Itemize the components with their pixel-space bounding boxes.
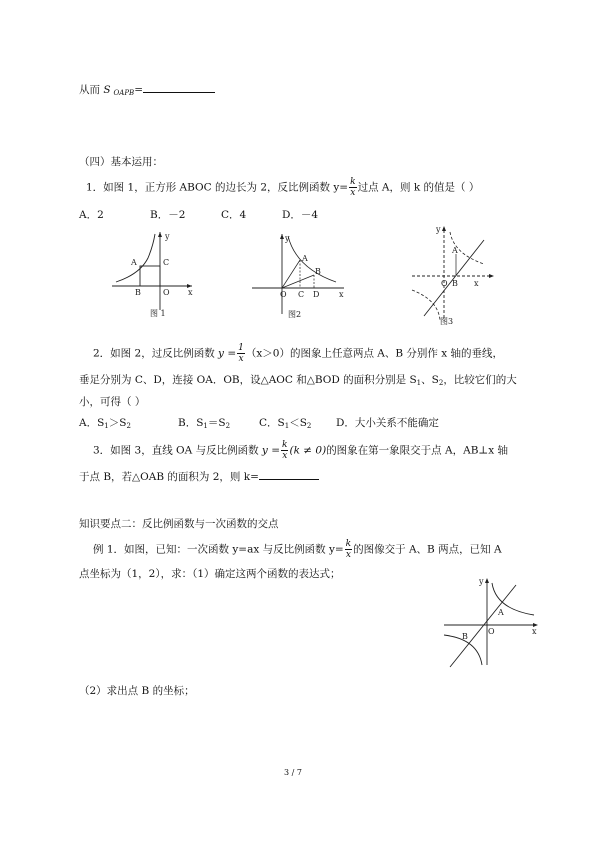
fig1-label-x: x [188, 288, 193, 297]
fig2-label-y: y [285, 234, 290, 243]
fig2-label-x: x [339, 290, 344, 299]
q2-option-b [178, 416, 259, 433]
kp2-ex-b: 的图像交于 A、B 两点，已知 A [353, 543, 502, 556]
q2-line2-a: 垂足分别为 C、D，连接 OA．OB，设△AOC 和△BOD 的面积分别是 S [79, 374, 417, 386]
q2-fraction [237, 343, 245, 364]
q2-opt-b-s2: 2 [225, 422, 231, 430]
fig2-label-c: C [298, 290, 305, 299]
kp2-fraction [345, 539, 352, 560]
fig2-label-d: D [313, 290, 320, 299]
kp2-line2: 点坐标为（1，2），求：（1）确定这两个函数的表达式； [79, 568, 341, 580]
q2-opt-c-op: ＜S [289, 417, 307, 429]
kp2-part2: （2）求出点 B 的坐标； [79, 685, 195, 697]
q3-condition: (k ≠ 0) [289, 444, 327, 457]
page-number: 3 / 7 [284, 768, 302, 777]
fig1-label-y: y [165, 232, 170, 241]
q2-opt-a-op: ＞S [108, 417, 127, 429]
q1-option-a: A．2 [79, 209, 104, 221]
q1-options [79, 208, 318, 222]
q2-opt-b-pre: B．S [178, 417, 204, 429]
q2-option-a [79, 416, 178, 433]
fig3-label-x: x [474, 279, 479, 288]
q1-frac-num: k [350, 177, 356, 187]
q2-opt-c-pre: C．S [259, 417, 285, 429]
example-label-a: A [498, 608, 504, 617]
q2-option-c [259, 416, 336, 433]
fig3-caption: 图3 [440, 317, 454, 326]
example-figure [440, 575, 540, 669]
q2-opt-c-s2: 2 [306, 422, 312, 430]
q1-option-d: D．－4 [282, 209, 319, 221]
q1-fraction [349, 177, 356, 198]
example-label-x: x [532, 627, 537, 636]
q3-stem [93, 440, 508, 461]
q2-line2-b: ，比较它们的大 [443, 374, 517, 386]
q1-text-a: 1．如图 1，正方形 ABOC 的边长为 2，反比例函数 y= [86, 181, 349, 194]
q2-stem [93, 343, 503, 364]
fig1-label-o: O [163, 288, 170, 297]
q2-opt-a-pre: A．S [79, 417, 105, 429]
q2-line2 [79, 373, 517, 390]
q1-option-b: B．－2 [150, 209, 186, 221]
area-symbol: S [103, 84, 111, 96]
kp2-frac-den: x [345, 550, 351, 560]
fig3-label-b: B [452, 279, 458, 288]
q1-frac-den: x [350, 188, 356, 198]
figure-1 [108, 228, 200, 320]
q2-frac-den: x [238, 354, 244, 364]
fig1-label-b: B [135, 288, 141, 297]
kp2-example [93, 539, 502, 560]
q2-opt-a-s1: 1 [104, 422, 109, 430]
q3-frac-den: x [282, 451, 288, 461]
area-expression [79, 83, 215, 100]
q2-line2-sub2: 2 [438, 379, 444, 387]
figure-2 [252, 228, 348, 322]
q3-text-b: 的图象在第一象限交于点 A，AB⊥x 轴 [326, 444, 509, 457]
q2-opt-c-s1: 1 [284, 422, 290, 430]
fig2-label-o: O [280, 290, 287, 299]
fig3-label-o: O [441, 279, 448, 288]
kp2-frac-num: k [345, 539, 352, 549]
fig1-label-c: C [163, 258, 170, 267]
q3-line2 [79, 470, 319, 484]
q3-answer-blank [259, 479, 319, 480]
section-title: （四）基本运用： [79, 156, 163, 168]
q3-line2-text: 于点 B，若△OAB 的面积为 2，则 k= [79, 471, 259, 483]
fig2-label-b: B [315, 267, 321, 276]
example-label-b: B [462, 632, 468, 641]
example-label-y: y [479, 577, 484, 586]
kp2-ex-a: 例 1．如图，已知：一次函数 y=ax 与反比例函数 y= [93, 543, 344, 556]
q2-options [79, 416, 439, 433]
example-label-o: O [488, 627, 495, 636]
equals-sign: = [134, 84, 144, 96]
kp2-title: 知识要点二：反比例函数与一次函数的交点 [79, 518, 279, 530]
q2-opt-b-op: ＝S [207, 417, 226, 429]
fig1-caption: 图 1 [150, 309, 166, 318]
fig2-caption: 图2 [288, 310, 302, 319]
q2-text-a: 2．如图 2，过反比例函数 [93, 347, 215, 360]
q2-text-b: （x＞0）的图象上任意两点 A、B 分别作 x 轴的垂线， [245, 347, 504, 360]
q2-opt-b-s1: 1 [203, 422, 208, 430]
q2-line2-sub1: 1 [416, 379, 422, 387]
figure-3 [404, 220, 504, 328]
fig3-label-a: A [452, 246, 458, 255]
q3-text-a: 3．如图 3，直线 OA 与反比例函数 [93, 444, 259, 457]
answer-blank [143, 92, 215, 93]
q2-line2-mid: 、S [421, 374, 439, 386]
q1-text-b: 过点 A，则 k 的值是（ ） [357, 181, 480, 194]
q2-option-d: D．大小关系不能确定 [336, 417, 439, 429]
q1-option-c: C．4 [221, 209, 247, 221]
fig1-label-a: A [131, 258, 137, 267]
q2-opt-a-s2: 2 [126, 422, 131, 430]
q2-frac-num: 1 [238, 343, 244, 353]
fig3-label-y: y [436, 225, 441, 234]
q3-fraction [281, 440, 288, 461]
area-subscript: OAPB [113, 89, 135, 97]
q2-line3: 小，可得（ ） [79, 396, 146, 408]
prefix-text: 从而 [79, 84, 100, 96]
q2-lhs: y = [218, 347, 237, 360]
fig2-label-a: A [302, 254, 308, 263]
q3-lhs: y = [261, 444, 280, 457]
q3-frac-num: k [282, 440, 288, 450]
q1-stem [86, 177, 479, 198]
